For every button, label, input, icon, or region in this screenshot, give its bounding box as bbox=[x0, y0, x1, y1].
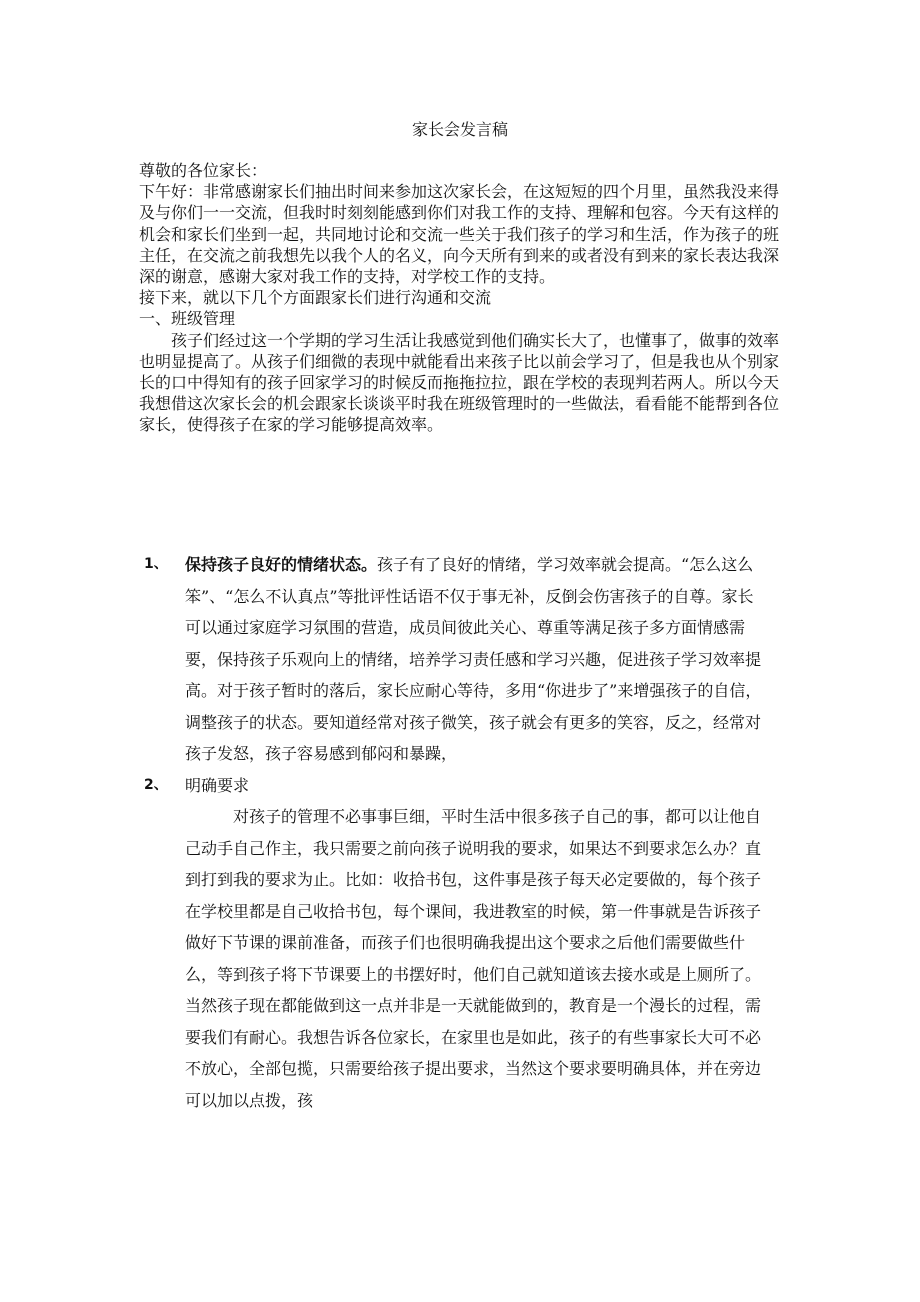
transition-line: 接下来，就以下几个方面跟家长们进行沟通和交流 bbox=[139, 288, 492, 308]
list-item-heading: 保持孩子良好的情绪状态。 bbox=[185, 555, 378, 574]
list-item-heading: 明确要求 bbox=[185, 775, 250, 795]
list-item-1 bbox=[144, 549, 765, 770]
list-item-number: 1、 bbox=[144, 556, 168, 572]
document-intro bbox=[139, 160, 781, 436]
list-item-number: 2、 bbox=[144, 776, 168, 793]
section-intro-paragraph: 孩子们经过这一个学期的学习生活让我感觉到他们确实长大了，也懂事了，做事的效率也明显提高了。从孩子们细微的表现中就能看出来孩子比以前会学习了，但是我也从个别家长的口中得知有的孩子回家学习的时候反而拖拖拉拉，跟在学校的表现判若两人。所以今天我想借这次家长会的机会跟家长谈谈平时我在班级管理时的一些做法，看看能不能帮到各位家长，使得孩子在家的学习能够提高效率。 bbox=[139, 330, 780, 435]
section-title: 一、班级管理 bbox=[139, 309, 236, 329]
opening-paragraph: 下午好：非常感谢家长们抽出时间来参加这次家长会，在这短短的四个月里，虽然我没来得及与你们一一交流，但我时时刻刻能感到你们对我工作的支持、理解和包容。今天有这样的机会和家长们坐到一起，共同地讨论和交流一些关于我们孩子的学习和生活，作为孩子的班主任，在交流之前我想先以我个人的名义，向今天所有到来的或者没有到来的家长表达我深深的谢意，感谢大家对我工作的支持，对学校工作的支持。 bbox=[139, 182, 780, 287]
list-item-body: 孩子有了良好的情绪，学习效率就会提高。“怎么这么笨”、“怎么不认真点”等批评性话语不仅于事无补，反倒会伤害孩子的自尊。家长可以通过家庭学习氛围的营造，成员间彼此关心、尊重等满足孩子多方面情感需要，保持孩子乐观向上的情绪，培养学习责任感和学习兴趣，促进孩子学习效率提高。对于孩子暂时的落后，家长应耐心等待，多用“你进步了”来增强孩子的自信，调整孩子的状态。要知道经常对孩子微笑，孩子就会有更多的笑容，反之，经常对孩子发怒，孩子容易感到郁闷和暴躁， bbox=[185, 555, 762, 763]
document-title: 家长会发言稿 bbox=[411, 120, 508, 139]
list-item-2 bbox=[144, 770, 765, 1117]
list-item-body: 对孩子的管理不必事事巨细，平时生活中很多孩子自己的事，都可以让他自己动手自己作主，我只需要之前向孩子说明我的要求，如果达不到要求怎么办？直到打到我的要求为止。比如：收拾书包，这件事是孩子每天必定要做的，每个孩子在学校里都是自己收拾书包，每个课间，我进教室的时候，第一件事就是告诉孩子做好下节课的课前准备，而孩子们也很明确我提出这个要求之后他们需要做些什么，等到孩子将下节课要上的书摆好时，他们自己就知道该去接水或是上厕所了。当然孩子现在都能做到这一点并非是一天就能做到的，教育是一个漫长的过程，需要我们有耐心。我想告诉各位家长，在家里也是如此，孩子的有些事家长大可不必不放心，全部包揽，只需要给孩子提出要求，当然这个要求要明确具体，并在旁边可以加以点拨，孩 bbox=[185, 807, 762, 1110]
salutation: 尊敬的各位家长： bbox=[139, 161, 268, 180]
list-item-text bbox=[185, 549, 765, 770]
numbered-list bbox=[145, 549, 765, 1116]
